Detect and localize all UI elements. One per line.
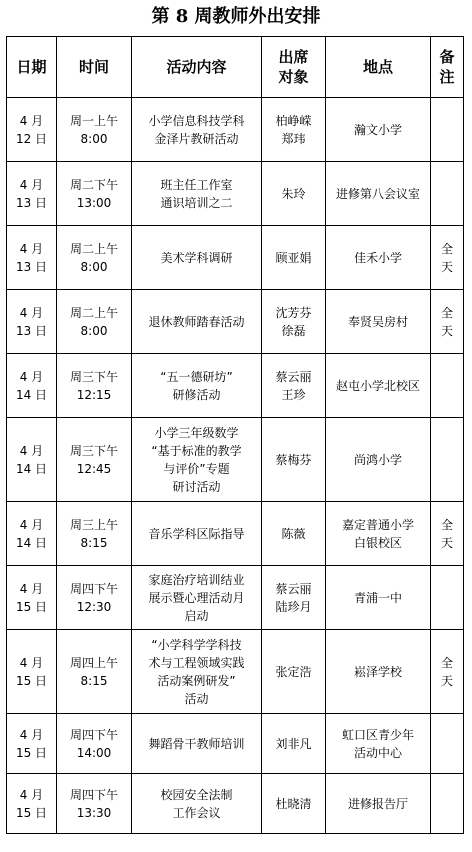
note-cell <box>431 714 464 774</box>
activity-cell: 校园安全法制 工作会议 <box>132 774 262 834</box>
time-cell: 周四下午 14:00 <box>57 714 132 774</box>
header-location: 地点 <box>326 37 431 98</box>
time-cell: 周四上午 8:15 <box>57 630 132 714</box>
activity-cell: 音乐学科区际指导 <box>132 502 262 566</box>
table-row <box>7 566 464 630</box>
attendee-cell: 朱玲 <box>262 162 326 226</box>
note-cell <box>431 418 464 502</box>
attendee-cell: 刘非凡 <box>262 714 326 774</box>
note-cell: 全 天 <box>431 290 464 354</box>
activity-cell: 舞蹈骨干教师培训 <box>132 714 262 774</box>
attendee-cell: 蔡梅芬 <box>262 418 326 502</box>
date-cell: 4 月 13 日 <box>7 290 57 354</box>
table-row <box>7 418 464 502</box>
attendee-cell: 蔡云丽 陆珍月 <box>262 566 326 630</box>
date-cell: 4 月 14 日 <box>7 354 57 418</box>
table-row <box>7 502 464 566</box>
note-cell <box>431 98 464 162</box>
location-cell: 进修第八会议室 <box>326 162 431 226</box>
time-cell: 周三下午 12:15 <box>57 354 132 418</box>
activity-cell: 退休教师踏春活动 <box>132 290 262 354</box>
header-attendee: 出席 对象 <box>262 37 326 98</box>
activity-cell: 美术学科调研 <box>132 226 262 290</box>
location-cell: 佳禾小学 <box>326 226 431 290</box>
date-cell: 4 月 15 日 <box>7 566 57 630</box>
header-time: 时间 <box>57 37 132 98</box>
time-cell: 周三上午 8:15 <box>57 502 132 566</box>
activity-cell: “五一德研坊” 研修活动 <box>132 354 262 418</box>
attendee-cell: 柏峥嵘 郑玮 <box>262 98 326 162</box>
time-cell: 周三下午 12:45 <box>57 418 132 502</box>
attendee-cell: 沈芳芬 徐磊 <box>262 290 326 354</box>
note-cell <box>431 566 464 630</box>
location-cell: 嘉定普通小学 白银校区 <box>326 502 431 566</box>
schedule-table <box>6 36 464 834</box>
header-row <box>7 37 464 98</box>
time-cell: 周二上午 8:00 <box>57 226 132 290</box>
note-cell: 全 天 <box>431 226 464 290</box>
activity-cell: 小学信息科技学科 金泽片教研活动 <box>132 98 262 162</box>
date-cell: 4 月 13 日 <box>7 226 57 290</box>
location-cell: 赵屯小学北校区 <box>326 354 431 418</box>
header-date: 日期 <box>7 37 57 98</box>
attendee-cell: 张定浩 <box>262 630 326 714</box>
table-row <box>7 630 464 714</box>
date-cell: 4 月 12 日 <box>7 98 57 162</box>
location-cell: 尚鸿小学 <box>326 418 431 502</box>
header-note: 备 注 <box>431 37 464 98</box>
table-row <box>7 226 464 290</box>
table-row <box>7 162 464 226</box>
activity-cell: 小学三年级数学 “基于标准的教学 与评价”专题 研讨活动 <box>132 418 262 502</box>
activity-cell: 家庭治疗培训结业 展示暨心理活动月 启动 <box>132 566 262 630</box>
attendee-cell: 陈薇 <box>262 502 326 566</box>
location-cell: 崧泽学校 <box>326 630 431 714</box>
activity-cell: 班主任工作室 通识培训之二 <box>132 162 262 226</box>
header-activity: 活动内容 <box>132 37 262 98</box>
date-cell: 4 月 13 日 <box>7 162 57 226</box>
attendee-cell: 蔡云丽 王珍 <box>262 354 326 418</box>
table-row <box>7 290 464 354</box>
date-cell: 4 月 15 日 <box>7 630 57 714</box>
table-row <box>7 774 464 834</box>
location-cell: 虹口区青少年 活动中心 <box>326 714 431 774</box>
date-cell: 4 月 14 日 <box>7 418 57 502</box>
activity-cell: “小学科学学科技 术与工程领域实践 活动案例研发” 活动 <box>132 630 262 714</box>
time-cell: 周四下午 13:30 <box>57 774 132 834</box>
time-cell: 周二下午 13:00 <box>57 162 132 226</box>
note-cell: 全 天 <box>431 630 464 714</box>
table-row <box>7 714 464 774</box>
date-cell: 4 月 15 日 <box>7 774 57 834</box>
note-cell <box>431 162 464 226</box>
note-cell: 全 天 <box>431 502 464 566</box>
location-cell: 进修报告厅 <box>326 774 431 834</box>
attendee-cell: 杜晓清 <box>262 774 326 834</box>
location-cell: 青浦一中 <box>326 566 431 630</box>
time-cell: 周四下午 12:30 <box>57 566 132 630</box>
location-cell: 奉贤吴房村 <box>326 290 431 354</box>
date-cell: 4 月 14 日 <box>7 502 57 566</box>
attendee-cell: 顾亚娟 <box>262 226 326 290</box>
table-row <box>7 354 464 418</box>
page-title: 第 8 周教师外出安排 <box>151 6 321 27</box>
time-cell: 周二上午 8:00 <box>57 290 132 354</box>
table-row <box>7 98 464 162</box>
date-cell: 4 月 15 日 <box>7 714 57 774</box>
time-cell: 周一上午 8:00 <box>57 98 132 162</box>
location-cell: 瀚文小学 <box>326 98 431 162</box>
note-cell <box>431 774 464 834</box>
note-cell <box>431 354 464 418</box>
